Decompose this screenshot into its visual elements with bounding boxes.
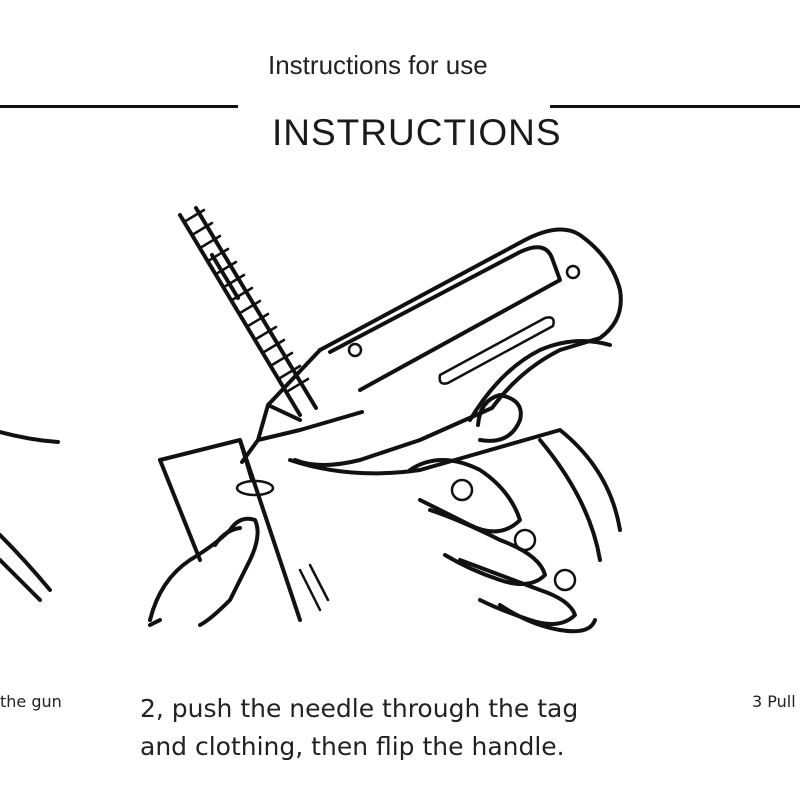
step-1-caption-fragment: the gun	[0, 692, 62, 711]
hand-partial-icon	[0, 432, 58, 600]
page-title: INSTRUCTIONS	[272, 112, 562, 153]
page-subtitle: Instructions for use	[268, 50, 488, 80]
step-3-caption-fragment: 3 Pull	[752, 692, 796, 711]
step-2-caption: 2, push the needle through the tag and clothing, then flip the handle.	[140, 694, 579, 761]
tag-fastener-strip-icon	[180, 208, 316, 415]
tagging-gun-icon	[150, 208, 621, 631]
